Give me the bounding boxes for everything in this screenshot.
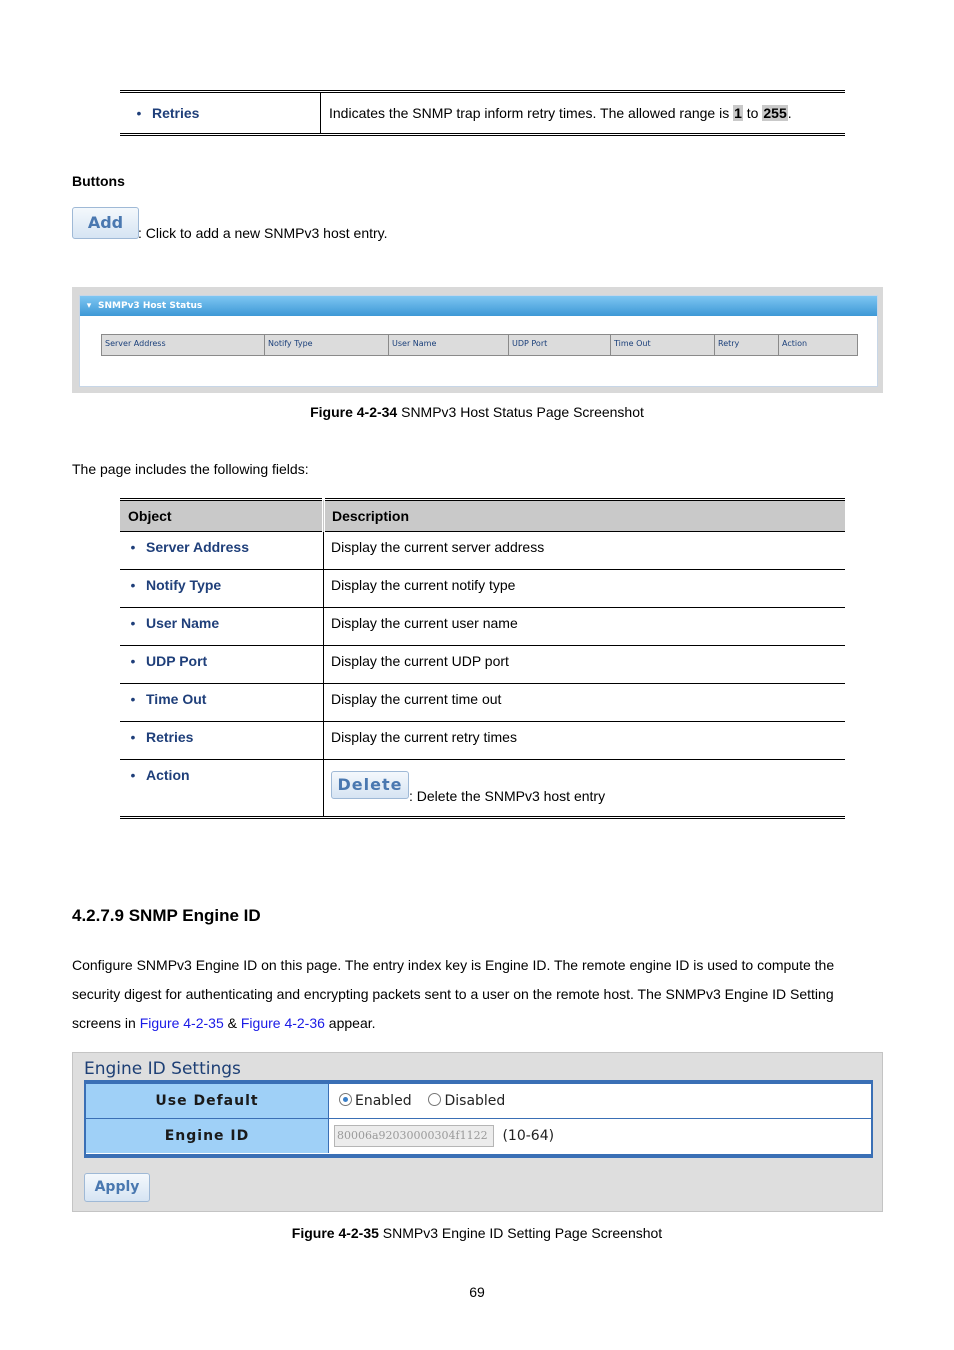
retries-table xyxy=(120,90,845,136)
host-status-title: SNMPv3 Host Status xyxy=(98,301,203,311)
host-status-header-row xyxy=(101,334,858,356)
description-cell: Display the current retry times xyxy=(324,722,846,760)
range-min: 1 xyxy=(734,105,742,121)
object-cell xyxy=(120,684,324,722)
paragraph-line: Configure SNMPv3 Engine ID on this page. The entry index key is Engine ID. The remote engine ID is used to compute the xyxy=(72,957,835,973)
object-cell xyxy=(120,608,324,646)
engine-id-value-cell xyxy=(329,1119,554,1153)
description-cell xyxy=(321,92,846,135)
bullet-icon: • xyxy=(130,729,136,745)
use-default-label: Use Default xyxy=(86,1084,329,1118)
table-row xyxy=(120,608,845,646)
figure-link-4-2-36[interactable]: Figure 4-2-36 xyxy=(240,1015,325,1031)
object-name: Retries xyxy=(146,729,194,745)
delete-button-description: : Delete the SNMPv3 host entry xyxy=(409,788,606,804)
bullet-icon: • xyxy=(130,615,136,631)
header-description: Description xyxy=(324,500,846,532)
bullet-icon: • xyxy=(130,577,136,593)
use-default-row xyxy=(86,1084,871,1119)
enabled-label: Enabled xyxy=(355,1093,412,1109)
column-notify-type: Notify Type xyxy=(265,335,389,355)
description-text: to xyxy=(742,105,763,121)
object-name: Time Out xyxy=(146,691,207,707)
engine-settings-table xyxy=(84,1080,873,1158)
bullet-icon: • xyxy=(130,691,136,707)
header-object: Object xyxy=(120,500,324,532)
fields-intro: The page includes the following fields: xyxy=(72,461,309,477)
table-row xyxy=(120,684,845,722)
table-header-row xyxy=(120,500,845,532)
table-row xyxy=(120,760,845,818)
bullet-icon: • xyxy=(130,767,136,783)
collapse-arrow-icon[interactable]: ▾ xyxy=(86,301,92,311)
description-cell: Display the current time out xyxy=(324,684,846,722)
object-cell xyxy=(120,92,321,135)
figure-caption xyxy=(0,404,954,420)
engine-id-label: Engine ID xyxy=(86,1119,329,1153)
caption-label: Figure 4-2-35 xyxy=(291,1225,379,1241)
table-row xyxy=(120,722,845,760)
engine-id-input[interactable]: 80006a92030000304f1122 xyxy=(334,1125,494,1147)
object-name: Server Address xyxy=(146,539,249,555)
object-name: Retries xyxy=(152,105,200,121)
description-cell: Display the current notify type xyxy=(324,570,846,608)
table-row xyxy=(120,92,845,135)
description-cell: Display the current UDP port xyxy=(324,646,846,684)
buttons-heading: Buttons xyxy=(72,173,125,189)
figure-link-4-2-35[interactable]: Figure 4-2-35 xyxy=(139,1015,224,1031)
host-status-panel xyxy=(79,295,878,387)
table-row xyxy=(120,570,845,608)
caption-text: SNMPv3 Engine ID Setting Page Screenshot xyxy=(378,1225,663,1241)
description-cell xyxy=(324,760,846,818)
description-cell: Display the current server address xyxy=(324,532,846,570)
column-udp-port: UDP Port xyxy=(509,335,611,355)
caption-text: SNMPv3 Host Status Page Screenshot xyxy=(397,404,644,420)
disabled-radio[interactable] xyxy=(428,1093,441,1106)
figure-caption xyxy=(0,1225,954,1241)
object-cell xyxy=(120,722,324,760)
bullet-icon: • xyxy=(136,105,142,121)
column-user-name: User Name xyxy=(389,335,509,355)
fields-table xyxy=(120,498,845,819)
object-cell xyxy=(120,532,324,570)
section-heading: 4.2.7.9 SNMP Engine ID xyxy=(72,906,261,925)
object-name: Notify Type xyxy=(146,577,222,593)
host-status-screenshot xyxy=(72,287,883,393)
engine-id-settings-screenshot xyxy=(72,1052,883,1212)
enabled-radio[interactable] xyxy=(339,1093,352,1106)
table-row xyxy=(120,646,845,684)
page-number: 69 xyxy=(469,1284,485,1300)
paragraph-text: screens in xyxy=(72,1015,140,1031)
paragraph-text: appear. xyxy=(324,1015,376,1031)
disabled-label: Disabled xyxy=(444,1093,506,1109)
description-text: . xyxy=(787,105,792,121)
add-button-description: : Click to add a new SNMPv3 host entry. xyxy=(138,225,388,241)
range-max: 255 xyxy=(763,105,787,121)
column-server-address: Server Address xyxy=(102,335,265,355)
column-action: Action xyxy=(782,339,808,348)
paragraph-line xyxy=(72,1009,872,1038)
object-cell xyxy=(120,760,324,818)
column-time-out: Time Out xyxy=(611,335,715,355)
bullet-icon: • xyxy=(130,539,136,555)
object-cell xyxy=(120,646,324,684)
table-row xyxy=(120,532,845,570)
section-paragraph xyxy=(72,951,872,1038)
apply-button[interactable]: Apply xyxy=(84,1173,150,1202)
description-text: Indicates the SNMP trap inform retry times. The allowed range is xyxy=(329,105,734,121)
object-name: Action xyxy=(146,767,190,783)
delete-button[interactable]: Delete xyxy=(331,771,409,799)
object-name: User Name xyxy=(146,615,220,631)
engine-settings-title: Engine ID Settings xyxy=(84,1059,241,1079)
add-button[interactable]: Add xyxy=(72,207,139,239)
paragraph-line: security digest for authenticating and encrypting packets sent to a user on the remote host. The SNMPv3 Engine ID Setting xyxy=(72,986,834,1002)
object-name: UDP Port xyxy=(146,653,208,669)
paragraph-text: & xyxy=(223,1015,241,1031)
bullet-icon: • xyxy=(130,653,136,669)
engine-id-hint: (10-64) xyxy=(502,1128,555,1144)
use-default-options xyxy=(329,1084,505,1118)
object-cell xyxy=(120,570,324,608)
description-cell: Display the current user name xyxy=(324,608,846,646)
host-status-title-bar[interactable] xyxy=(80,296,877,316)
caption-label: Figure 4-2-34 xyxy=(310,404,398,420)
column-retry: Retry xyxy=(715,335,779,355)
engine-id-row xyxy=(86,1119,871,1153)
